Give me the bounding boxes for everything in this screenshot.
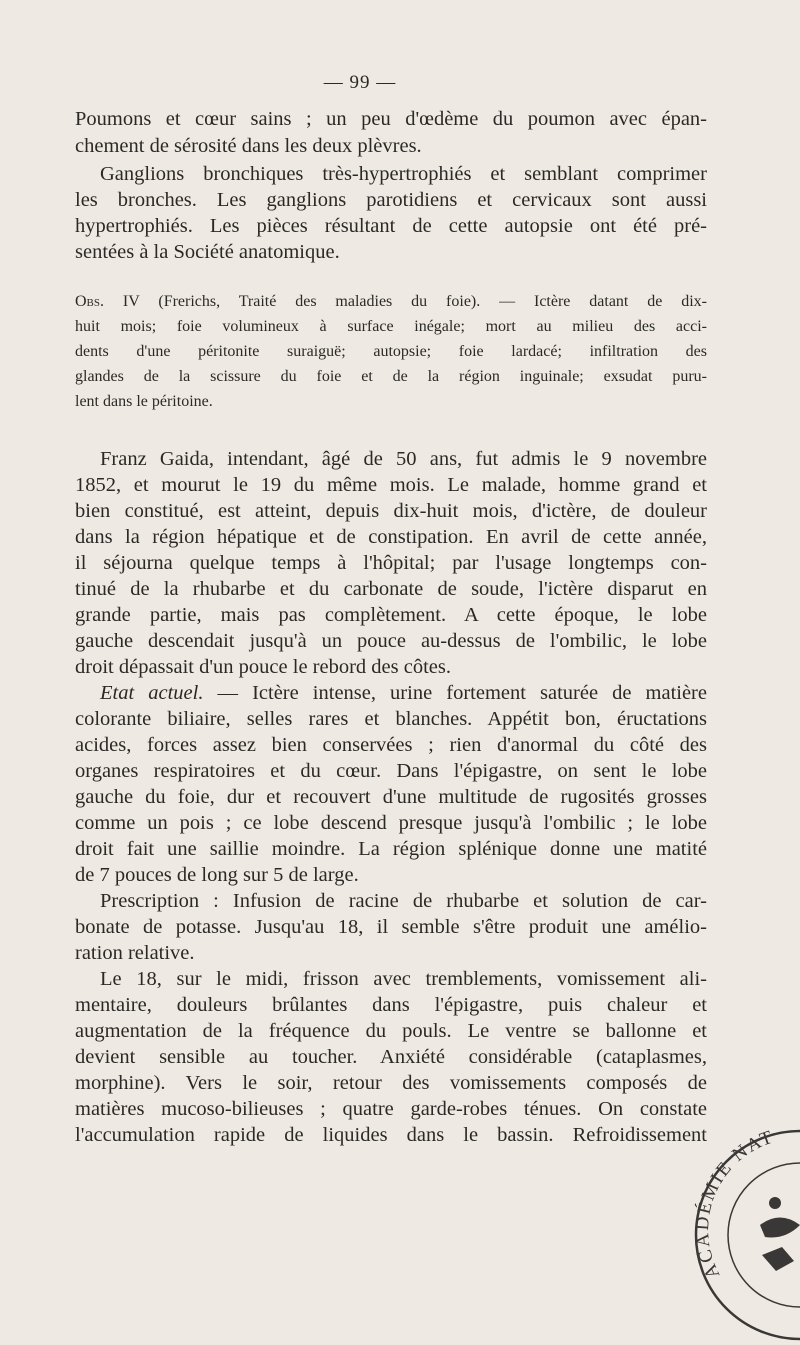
text-line: il séjourna quelque temps à l'hôpital; par l'usage longtemps con-: [75, 552, 707, 574]
text-line: gauche descendait jusqu'à un pouce au-dessus de l'ombilic, le lobe: [75, 630, 707, 652]
text-line: grande partie, mais pas complètement. A cette époque, le lobe: [75, 604, 707, 626]
text-line: comme un pois ; ce lobe descend presque jusqu'à l'ombilic ; le lobe: [75, 812, 707, 834]
text-line: glandes de la scissure du foie et de la région inguinale; exsudat puru-: [75, 368, 707, 385]
obs-label: Obs.: [75, 293, 105, 310]
text-line: dents d'une péritonite suraiguë; autopsie; foie lardacé; infiltration des: [75, 343, 707, 360]
text-line: Poumons et cœur sains ; un peu d'œdème du poumon avec épan-: [75, 108, 707, 130]
text-line: [75, 293, 707, 311]
text-line: droit fait une saillie moindre. La région splénique donne une matité: [75, 838, 707, 860]
etat-actuel-heading: Etat actuel.: [100, 682, 204, 704]
text-line: devient sensible au toucher. Anxiété considérable (cataplasmes,: [75, 1046, 707, 1068]
stamp-emblem: [760, 1197, 800, 1271]
text-line: Ganglions bronchiques très-hypertrophiés et semblant comprimer: [100, 163, 707, 185]
text-line: Etat actuel. — Ictère intense, urine fortement saturée de matière: [100, 682, 707, 704]
stamp-text: ACADÉMIE NAT: [691, 1126, 778, 1282]
text-line: matières mucoso-bilieuses ; quatre garde-robes ténues. On constate: [75, 1098, 707, 1120]
text-line: augmentation de la fréquence du pouls. Le ventre se ballonne et: [75, 1020, 707, 1042]
text-line: de 7 pouces de long sur 5 de large.: [75, 864, 359, 886]
text-line: 1852, et mourut le 19 du même mois. Le malade, homme grand et: [75, 474, 707, 496]
text-line: organes respiratoires et du cœur. Dans l'épigastre, on sent le lobe: [75, 760, 707, 782]
text-line: bonate de potasse. Jusqu'au 18, il semble s'être produit une amélio-: [75, 916, 707, 938]
academy-stamp: [690, 1125, 800, 1345]
text-line: droit dépassait d'un pouce le rebord des côtes.: [75, 656, 451, 678]
text-line: hypertrophiés. Les pièces résultant de cette autopsie ont été pré-: [75, 215, 707, 237]
text-line: colorante biliaire, selles rares et blanches. Appétit bon, éructations: [75, 708, 707, 730]
text-line: chement de sérosité dans les deux plèvres.: [75, 135, 422, 157]
text-line: Franz Gaida, intendant, âgé de 50 ans, fut admis le 9 novembre: [100, 448, 707, 470]
text-line: lent dans le péritoine.: [75, 393, 213, 410]
text-line: les bronches. Les ganglions parotidiens et cervicaux sont aussi: [75, 189, 707, 211]
text-line: ration relative.: [75, 942, 195, 964]
text-line: acides, forces assez bien conservées ; rien d'anormal du côté des: [75, 734, 707, 756]
text-line: morphine). Vers le soir, retour des vomissements composés de: [75, 1072, 707, 1094]
text-line: l'accumulation rapide de liquides dans le bassin. Refroidissement: [75, 1124, 707, 1146]
page-number: — 99 —: [323, 72, 397, 93]
obs-first-line: IV (Frerichs, Traité des maladies du foie). — Ictère datant de dix-: [104, 293, 707, 310]
text-line: gauche du foie, dur et recouvert d'une multitude de rugosités grosses: [75, 786, 707, 808]
text-line: dans la région hépatique et de constipation. En avril de cette année,: [75, 526, 707, 548]
text-line: tinué de la rhubarbe et du carbonate de soude, l'ictère disparut en: [75, 578, 707, 600]
text-line: mentaire, douleurs brûlantes dans l'épigastre, puis chaleur et: [75, 994, 707, 1016]
text-line: Prescription : Infusion de racine de rhubarbe et solution de car-: [100, 890, 707, 912]
text-line: bien constitué, est atteint, depuis dix-huit mois, d'ictère, de douleur: [75, 500, 707, 522]
text-line: sentées à la Société anatomique.: [75, 241, 340, 263]
text-line: huit mois; foie volumineux à surface inégale; mort au milieu des acci-: [75, 318, 707, 335]
text-line: Le 18, sur le midi, frisson avec tremblements, vomissement ali-: [100, 968, 707, 990]
